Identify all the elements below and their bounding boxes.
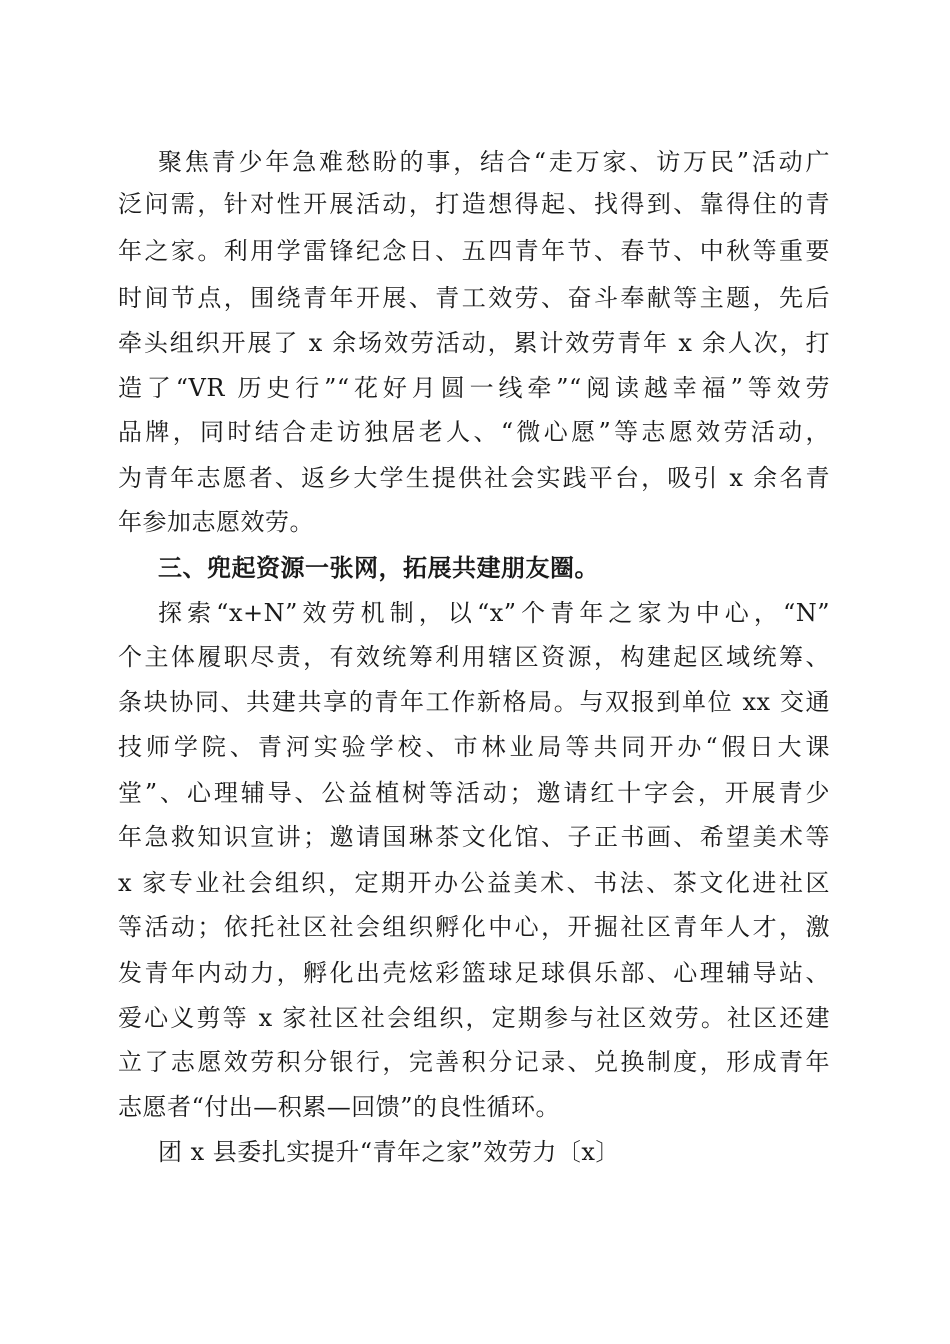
- text-line: 年之家。利用学雷锋纪念日、五四青年节、春节、中秋等重要: [118, 237, 830, 265]
- text-line: 时间节点，围绕青年开展、青工效劳、奋斗奉献等主题，先后: [118, 284, 830, 312]
- text-line: 年参加志愿效劳。: [118, 508, 314, 536]
- closing-title-line: 团 x 县委扎实提升“青年之家”效劳力〔x〕: [158, 1138, 620, 1166]
- text-line: 堂”、心理辅导、公益植树等活动；邀请红十字会，开展青少: [118, 779, 830, 807]
- text-line: 等活动；依托社区社会组织孵化中心，开掘社区青年人才，激: [118, 913, 830, 941]
- text-line: 为青年志愿者、返乡大学生提供社会实践平台，吸引 x 余名青: [118, 464, 830, 492]
- text-line: 探索“x+N”效劳机制，以“x”个青年之家为中心，“N”: [158, 599, 830, 627]
- text-line: 发青年内动力，孵化出壳炫彩篮球足球俱乐部、心理辅导站、: [118, 959, 830, 987]
- text-line: 牵头组织开展了 x 余场效劳活动，累计效劳青年 x 余人次，打: [118, 329, 830, 357]
- text-line: x 家专业社会组织，定期开办公益美术、书法、茶文化进社区: [118, 869, 830, 897]
- text-line: 技师学院、青河实验学校、市林业局等共同开办“假日大课: [118, 733, 830, 761]
- text-line: 个主体履职尽责，有效统筹利用辖区资源，构建起区域统筹、: [118, 643, 830, 671]
- text-line: 聚焦青少年急难愁盼的事，结合“走万家、访万民”活动广: [158, 148, 830, 176]
- text-line: 造了“VR 历史行”“花好月圆一线牵”“阅读越幸福”等效劳: [118, 374, 830, 402]
- text-line: 泛问需，针对性开展活动，打造想得起、找得到、靠得住的青: [118, 190, 830, 218]
- text-line: 品牌，同时结合走访独居老人、“微心愿”等志愿效劳活动，: [118, 418, 830, 446]
- text-line: 爱心义剪等 x 家社区社会组织，定期参与社区效劳。社区还建: [118, 1004, 830, 1032]
- text-line: 志愿者“付出—积累—回馈”的良性循环。: [118, 1093, 561, 1121]
- text-line: 年急救知识宣讲；邀请国琳茶文化馆、子正书画、希望美术等: [118, 823, 830, 851]
- text-line: 条块协同、共建共享的青年工作新格局。与双报到单位 xx 交通: [118, 688, 830, 716]
- section-heading: 三、兜起资源一张网，拓展共建朋友圈。: [158, 554, 599, 582]
- text-line: 立了志愿效劳积分银行，完善积分记录、兑换制度，形成青年: [118, 1048, 830, 1076]
